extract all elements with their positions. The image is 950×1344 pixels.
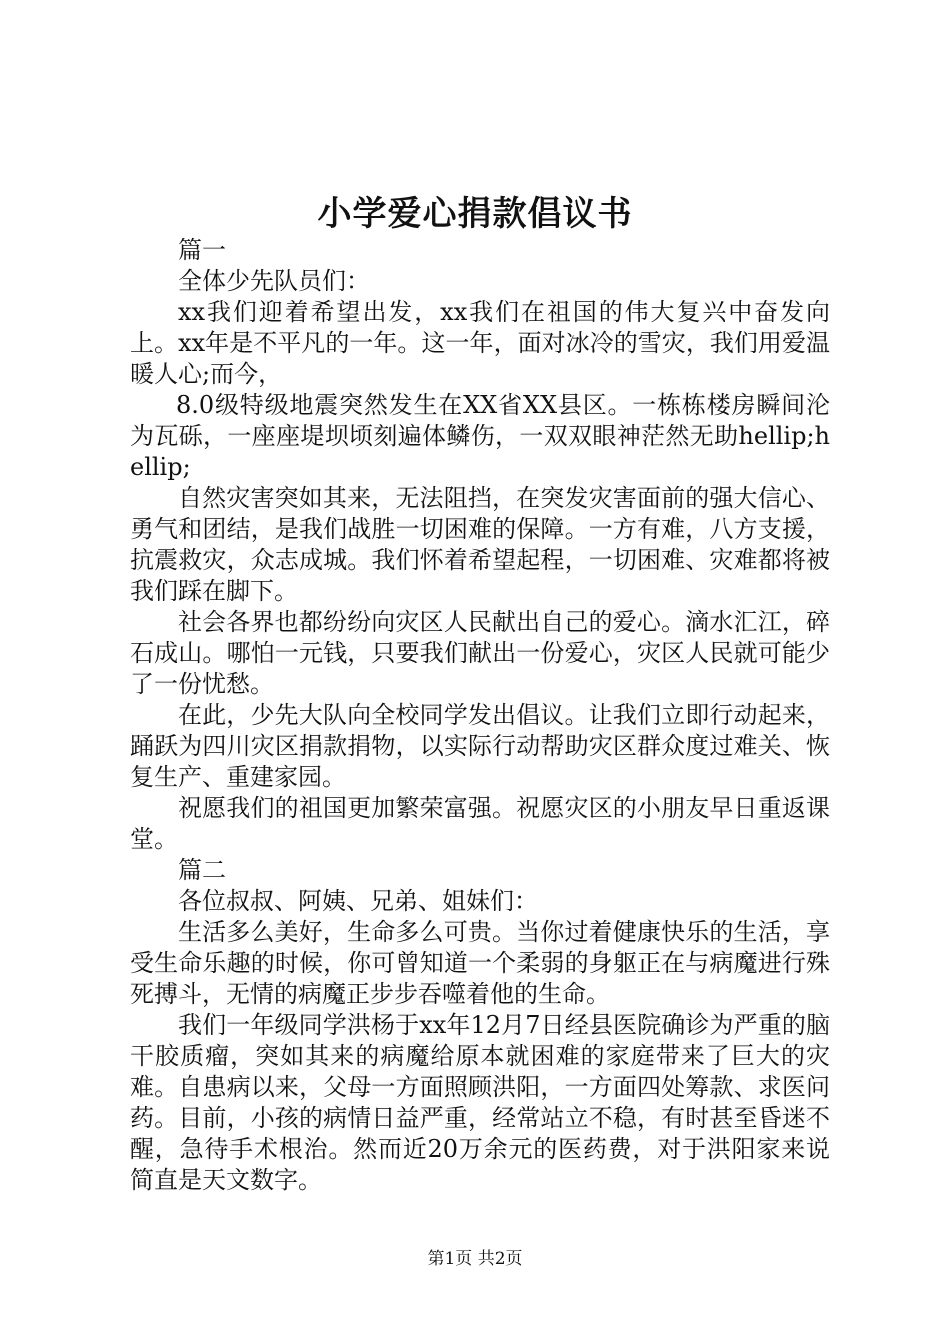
paragraph: 自然灾害突如其来，无法阻挡，在突发灾害面前的强大信心、勇气和团结，是我们战胜一切困难的保障。一方有难，八方支援，抗震救灾，众志成城。我们怀着希望起程，一切困难、灾难都将被我们踩在脚下。 [130, 484, 830, 605]
page-footer: 第1页 共2页 [427, 1249, 523, 1269]
salutation-2: 各位叔叔、阿姨、兄弟、姐妹们： [178, 887, 538, 915]
paragraph: 在此，少先大队向全校同学发出倡议。让我们立即行动起来，踊跃为四川灾区捐款捐物，以实际行动帮助灾区群众度过难关、恢复生产、重建家园。 [130, 701, 830, 791]
paragraph: 我们一年级同学洪杨于xx年12月7日经县医院确诊为严重的脑干胶质瘤，突如其来的病魔给原本就困难的家庭带来了巨大的灾难。自患病以来，父母一方面照顾洪阳，一方面四处筹款、求医问药。目前，小孩的病情日益严重，经常站立不稳，有时甚至昏迷不醒，急待手术根治。然而近20万余元的医药费，对于洪阳家来说简直是天文数字。 [130, 1011, 830, 1194]
salutation-1: 全体少先队员们： [178, 267, 370, 295]
document-title: 小学爱心捐款倡议书 [317, 194, 633, 234]
paragraph: 祝愿我们的祖国更加繁荣富强。祝愿灾区的小朋友早日重返课堂。 [130, 794, 830, 853]
document-body [130, 235, 830, 1196]
section-heading-2: 篇二 [178, 856, 226, 884]
paragraph: 8.0级特级地震突然发生在XX省XX县区。一栋栋楼房瞬间沦为瓦砾，一座座堤坝顷刻遍体鳞伤，一双双眼神茫然无助hellip;hellip; [130, 391, 830, 481]
paragraph: 生活多么美好，生命多么可贵。当你过着健康快乐的生活，享受生命乐趣的时候，你可曾知道一个柔弱的身躯正在与病魔进行殊死搏斗，无情的病魔正步步吞噬着他的生命。 [130, 918, 830, 1008]
section-heading-1: 篇一 [178, 236, 226, 264]
paragraph: 社会各界也都纷纷向灾区人民献出自己的爱心。滴水汇江，碎石成山。哪怕一元钱，只要我们献出一份爱心，灾区人民就可能少了一份忧愁。 [130, 608, 830, 698]
paragraph: xx我们迎着希望出发，xx我们在祖国的伟大复兴中奋发向上。xx年是不平凡的一年。这一年，面对冰冷的雪灾，我们用爱温暖人心;而今， [130, 298, 830, 388]
